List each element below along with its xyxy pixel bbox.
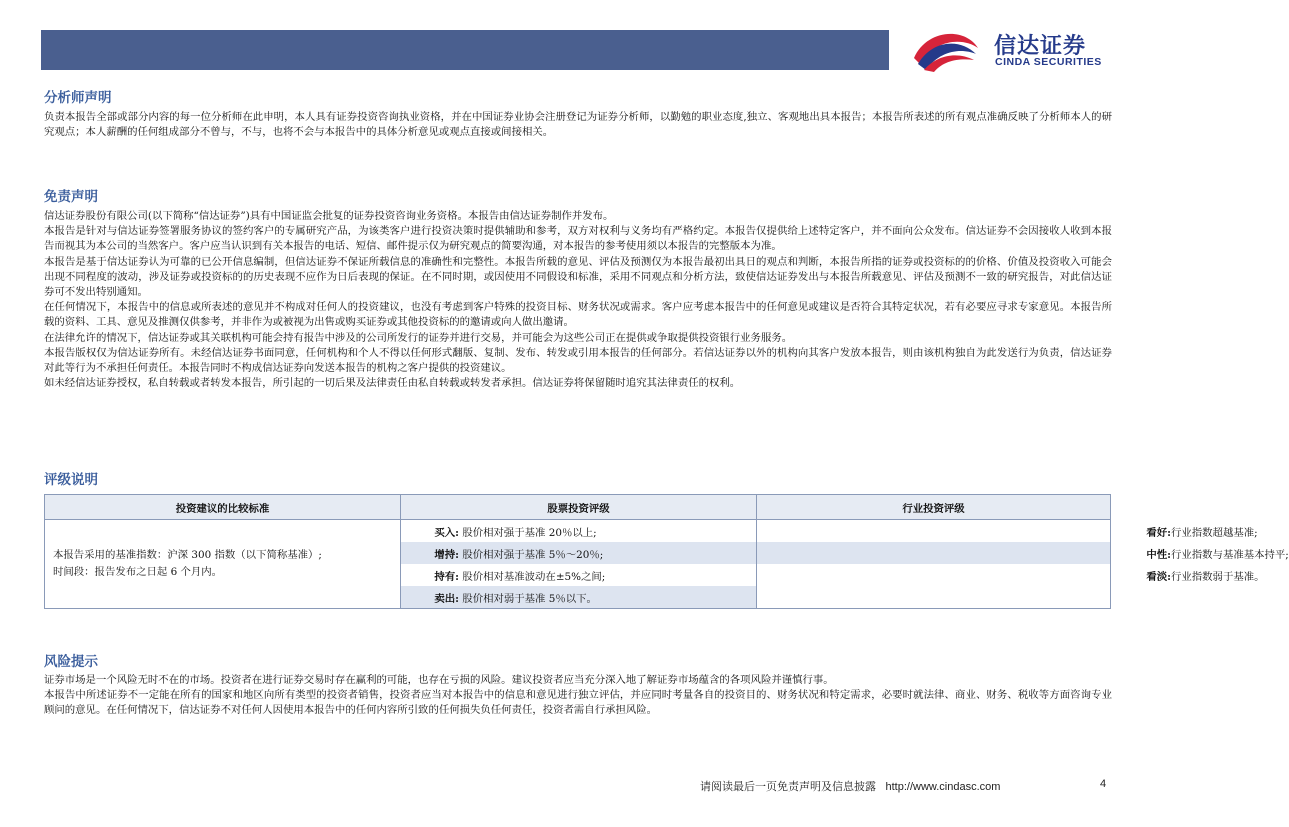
industry-rating-cell-empty [757,586,1111,609]
logo-english-name: CINDA SECURITIES [995,56,1102,68]
disclaimer-title: 免责声明 [44,189,98,205]
stock-rating-cell [401,564,757,586]
stock-rating-key: 买入: [434,526,459,539]
logo-chinese-name: 信达证券 [994,34,1087,59]
analyst-statement-paragraph: 负责本报告全部或部分内容的每一位分析师在此申明，本人具有证券投资咨询执业资格，并在中国证券业协会注册登记为证券分析师，以勤勉的职业态度,独立、客观地出具本报告；本报告所表述的所有观点准确反映了分析师本人的研究观点；本人薪酬的任何组成部分不曾与，不与，也将不会与本报告中的具体分析意见或观点直接或间接相关。 [44,111,1112,139]
industry-rating-desc: 行业指数弱于基准。 [1171,570,1265,583]
industry-rating-key: 中性: [1146,548,1171,561]
footer-url-link[interactable]: http://www.cindasc.com [885,781,1001,793]
footer-notice: 请阅读最后一页免责声明及信息披露 [700,780,876,793]
stock-rating-cell [401,542,757,564]
page-number: 4 [1100,778,1107,790]
footer [700,778,1060,794]
disclaimer-paragraph: 信达证券股份有限公司(以下简称“信达证券”)具有中国证监会批复的证券投资咨询业务资格。本报告由信达证券制作并发布。 [44,210,614,222]
rating-table [44,494,1289,609]
header-bar [41,30,889,70]
company-logo [912,26,1112,74]
logo-swoosh-icon [912,28,980,72]
rating-header-stock: 股票投资评级 [401,495,757,520]
rating-header-row [45,495,1111,520]
industry-rating-cell [757,542,1289,564]
disclaimer-paragraph: 如未经信达证券授权，私自转载或者转发本报告，所引起的一切后果及法律责任由私自转载或转发者承担。信达证券将保留随时追究其法律责任的权利。 [44,377,741,390]
industry-rating-cell [757,564,1265,586]
disclaimer-paragraph: 本报告版权仅为信达证券所有。未经信达证券书面同意，任何机构和个人不得以任何形式翻版、复制、发布、转发或引用本报告的任何部分。若信达证券以外的机构向其客户发放本报告，则由该机构独自为此发送行为负责，信达证券对此等行为不承担任何责任。本报告同时不构成信达证券向发送本报告的机构之客户提供的投资建议。 [44,346,1112,375]
industry-rating-desc: 行业指数与基准基本持平; [1171,548,1289,561]
rating-row [45,520,1111,543]
stock-rating-desc: 股价相对弱于基准 5％以下。 [462,592,597,605]
industry-rating-key: 看淡: [1146,570,1171,583]
disclaimer-body [44,209,1112,391]
risk-title: 风险提示 [44,654,98,670]
risk-paragraph: 本报告中所述证券不一定能在所有的国家和地区向所有类型的投资者销售，投资者应当对本报告中的信息和意见进行独立评估，并应同时考量各自的投资目的、财务状况和特定需求，必要时就法律、商业、财务、税收等方面咨询专业顾问的意见。在任何情况下，信达证券不对任何人因使用本报告中的任何内容所引致的任何损失负任何责任，投资者需自行承担风险。 [44,689,1112,717]
industry-rating-desc-wrap [763,524,1258,539]
stock-rating-cell [401,586,757,609]
disclaimer-paragraph: 本报告是针对与信达证券签署服务协议的签约客户的专属研究产品，为该类客户进行投资决策时提供辅助和参考，双方对权利与义务均有严格约定。本报告仅提供给上述特定客户，并不面向公众发布。信达证券不会因接收人收到本报告而视其为本公司的当然客户。客户应当认识到有关本报告的电话、短信、邮件提示仅为研究观点的简要沟通，对本报告的参考使用须以本报告的完整版本为准。 [44,225,1112,253]
risk-paragraph: 证券市场是一个风险无时不在的市场。投资者在进行证券交易时存在赢利的可能，也存在亏损的风险。建议投资者应当充分深入地了解证券市场蕴含的各项风险并谨慎行事。 [44,674,834,686]
stock-rating-desc: 股价相对强于基准 5％～20％; [462,548,604,561]
stock-rating-desc: 股价相对强于基准 20％以上; [462,526,597,539]
rating-header-industry: 行业投资评级 [757,495,1111,520]
analyst-statement-title: 分析师声明 [44,90,112,106]
analyst-statement-text [44,110,1112,140]
stock-rating-key: 增持: [434,548,459,561]
stock-rating-desc: 股价相对基准波动在±5%之间; [462,570,606,583]
benchmark-description [45,520,401,609]
rating-title: 评级说明 [44,472,98,488]
risk-body [44,673,1112,719]
stock-rating-key: 卖出: [434,592,459,605]
industry-rating-key: 看好: [1146,526,1171,539]
stock-rating-cell [401,520,757,543]
stock-rating-key: 持有: [434,570,459,583]
disclaimer-paragraph: 在法律允许的情况下，信达证券或其关联机构可能会持有报告中涉及的公司所发行的证券并进行交易，并可能会为这些公司正在提供或争取提供投资银行业务服务。 [44,331,793,344]
industry-rating-desc: 行业指数超越基准; [1171,526,1258,539]
rating-header-benchmark: 投资建议的比较标准 [45,495,401,520]
disclaimer-paragraph: 本报告是基于信达证券认为可靠的已公开信息编制，但信达证券不保证所载信息的准确性和完整性。本报告所载的意见、评估及预测仅为本报告最初出具日的观点和判断，本报告所指的证券或投资标的的价格、价值及投资收入可能会出现不同程度的波动，涉及证券或投资标的的历史表现不应作为日后表现的保证。在不同时期，或因使用不同假设和标准，采用不同观点和分析方法，致使信达证券发出与本报告所载意见、评估及预测不一致的研究报告，对此信达证券可不发出特别通知。 [44,255,1112,299]
industry-rating-cell [757,520,1258,543]
benchmark-text: 本报告采用的基准指数：沪深 300 指数（以下简称基准）; 时间段：报告发布之日起 6 个月内。 [53,549,322,578]
disclaimer-paragraph: 在任何情况下，本报告中的信息或所表述的意见并不构成对任何人的投资建议，也没有考虑到客户特殊的投资目标、财务状况或需求。客户应考虑本报告中的任何意见或建议是否符合其特定状况，若有必要应寻求专家意见。本报告所载的资料、工具、意见及推测仅供参考，并非作为或被视为出售或购买证券或其他投资标的的邀请或向人做出邀请。 [44,301,1112,329]
